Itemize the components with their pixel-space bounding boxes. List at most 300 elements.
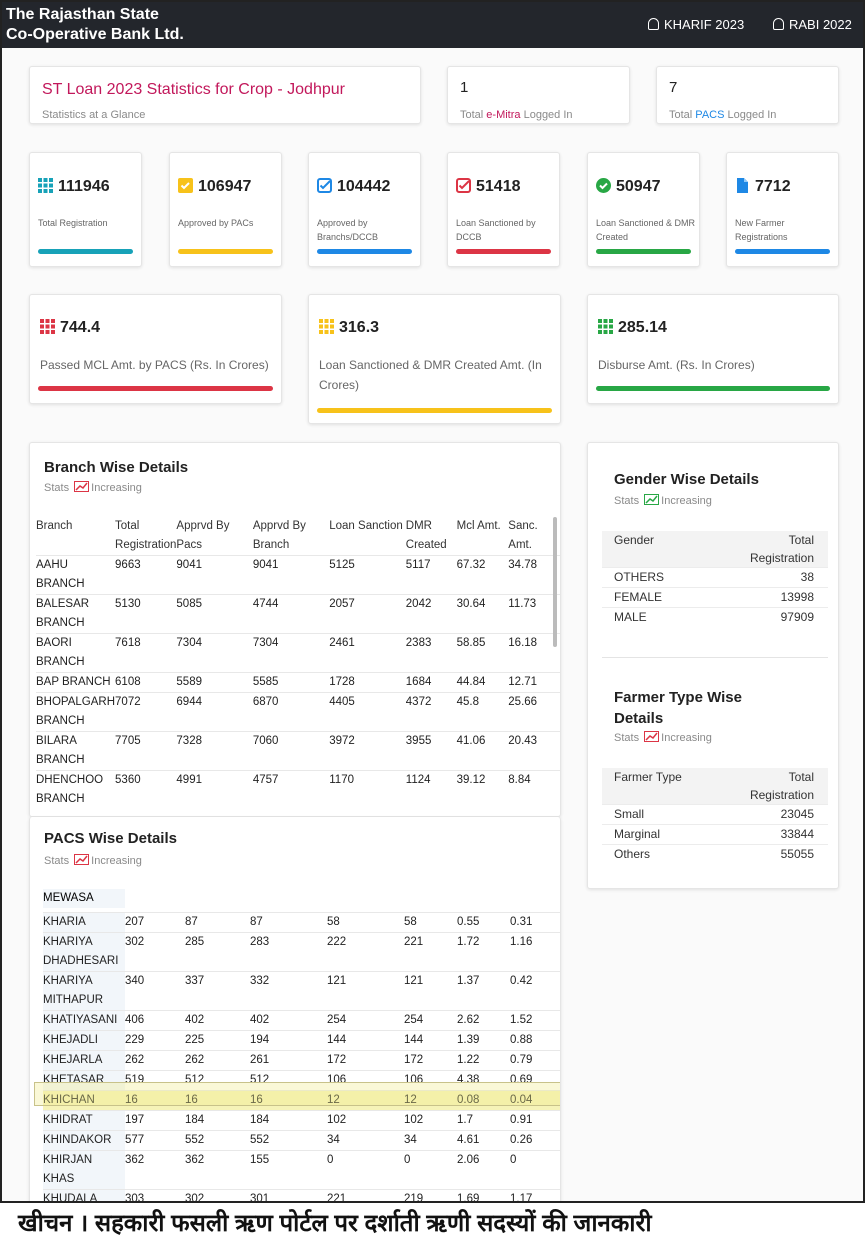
amount-label: Passed MCL Amt. by PACS (Rs. In Crores) — [40, 358, 269, 372]
table-cell: 7705 — [115, 732, 176, 771]
table-cell: 106 — [404, 1071, 457, 1091]
table-cell: 229 — [125, 1031, 185, 1051]
table-cell: 402 — [185, 1011, 250, 1031]
table-cell: 0 — [404, 1151, 457, 1190]
table-row — [602, 608, 828, 628]
stat-value: 111946 — [58, 178, 110, 195]
gender-type-cell: OTHERS — [602, 568, 722, 588]
table-cell: 3972 — [329, 732, 406, 771]
brand-line-2: Co-Operative Bank Ltd. — [6, 26, 184, 43]
stat-color-bar — [735, 249, 830, 254]
table-cell: 172 — [404, 1051, 457, 1071]
table-cell: 4744 — [253, 595, 329, 634]
table-row — [602, 845, 828, 865]
table-cell: 194 — [250, 1031, 327, 1051]
table-cell: 2057 — [329, 595, 406, 634]
table-cell: 1.72 — [457, 933, 510, 972]
table-cell: 4405 — [329, 693, 406, 732]
table-cell: 552 — [250, 1131, 327, 1151]
pacs-name-cell: KHARIA — [43, 913, 125, 933]
table-cell: 2461 — [329, 634, 406, 673]
stat-color-bar — [596, 249, 691, 254]
emitra-login-card — [447, 66, 630, 124]
table-row[interactable] — [36, 634, 560, 673]
stat-label: Approved by PACs — [178, 218, 254, 228]
bell-icon — [773, 18, 784, 30]
stat-label: New Farmer Registrations — [735, 218, 788, 242]
table-cell: 1.17 — [510, 1190, 560, 1204]
page-subtitle: Statistics at a Glance — [42, 109, 146, 121]
farmer-total-header: Total Registration — [722, 768, 828, 805]
table-cell: 5130 — [115, 595, 176, 634]
branch-table — [36, 517, 560, 809]
table-cell: 0.91 — [510, 1111, 560, 1131]
table-row[interactable] — [36, 556, 560, 595]
table-cell: 552 — [185, 1131, 250, 1151]
table-cell: 1.69 — [457, 1190, 510, 1204]
table-cell: 301 — [250, 1190, 327, 1204]
farmer-type-cell: Marginal — [602, 825, 722, 845]
table-cell: 3955 — [406, 732, 457, 771]
pacs-name-cell: KHETASAR — [43, 1071, 125, 1091]
table-cell: 1124 — [406, 771, 457, 810]
table-cell: 8.84 — [508, 771, 560, 810]
table-cell: 87 — [185, 913, 250, 933]
grid-icon — [38, 178, 53, 193]
stat-color-bar — [38, 249, 133, 254]
table-row[interactable] — [43, 933, 560, 972]
table-cell: 302 — [125, 933, 185, 972]
table-cell: 2042 — [406, 595, 457, 634]
pacs-name-cell: KHIRJAN KHAS — [43, 1151, 125, 1190]
table-cell: 302 — [185, 1190, 250, 1204]
branch-col-header — [36, 517, 115, 556]
table-cell: 16 — [125, 1091, 185, 1111]
branch-wise-card — [29, 442, 561, 817]
stat-card-sanctioned-dccb — [447, 152, 560, 267]
branch-stats-line: Stats Increasing — [44, 482, 142, 494]
table-cell: 102 — [327, 1111, 404, 1131]
table-cell: 12 — [404, 1091, 457, 1111]
header-line: Branch — [252, 539, 290, 551]
table-cell: 225 — [185, 1031, 250, 1051]
table-row[interactable] — [43, 972, 560, 1011]
pacs-partial-row: MEWASA — [43, 889, 125, 908]
table-cell: 0.31 — [510, 913, 560, 933]
check-square-outline-icon — [317, 178, 332, 193]
pacs-name-cell: KHIDRAT — [43, 1111, 125, 1131]
table-cell: 285 — [185, 933, 250, 972]
table-cell: 262 — [125, 1051, 185, 1071]
branch-col-header — [406, 517, 457, 556]
header-line: Registration — [115, 539, 177, 551]
table-cell: 254 — [327, 1011, 404, 1031]
table-cell: 5585 — [253, 673, 329, 693]
farmer-col-header: Farmer Type — [602, 768, 722, 805]
branch-col-header — [329, 517, 406, 556]
stat-card-total-registration — [29, 152, 142, 267]
table-cell: 144 — [404, 1031, 457, 1051]
branch-name-cell: BAORI BRANCH — [36, 634, 115, 673]
table-cell: 4757 — [253, 771, 329, 810]
table-cell: 67.32 — [457, 556, 509, 595]
table-cell: 58 — [327, 913, 404, 933]
table-cell: 1.37 — [457, 972, 510, 1011]
table-cell: 6108 — [115, 673, 176, 693]
gender-total-cell: 13998 — [722, 588, 828, 608]
table-cell: 172 — [327, 1051, 404, 1071]
table-cell: 0.88 — [510, 1031, 560, 1051]
pacs-wise-card — [29, 817, 561, 1203]
table-cell: 45.8 — [457, 693, 509, 732]
stat-card-new-farmer — [726, 152, 839, 267]
table-cell: 4372 — [406, 693, 457, 732]
gender-type-cell: FEMALE — [602, 588, 722, 608]
table-cell: 254 — [404, 1011, 457, 1031]
table-cell: 30.64 — [457, 595, 509, 634]
pacs-name-cell: KHINDAKOR — [43, 1131, 125, 1151]
table-cell: 16.18 — [508, 634, 560, 673]
table-cell: 519 — [125, 1071, 185, 1091]
top-navbar — [2, 2, 863, 48]
table-cell: 221 — [327, 1190, 404, 1204]
table-cell: 0 — [327, 1151, 404, 1190]
table-cell: 7618 — [115, 634, 176, 673]
table-cell: 39.12 — [457, 771, 509, 810]
branch-name-cell: BALESAR BRANCH — [36, 595, 115, 634]
gender-table — [602, 531, 828, 627]
header-line: DMR — [405, 520, 432, 532]
title-card — [29, 66, 421, 124]
header-line: Amt. — [508, 539, 532, 551]
table-cell: 219 — [404, 1190, 457, 1204]
table-cell: 0.42 — [510, 972, 560, 1011]
table-cell: 16 — [185, 1091, 250, 1111]
branch-table-header — [36, 517, 560, 556]
amount-color-bar — [596, 386, 830, 391]
table-cell: 4.61 — [457, 1131, 510, 1151]
stat-color-bar — [317, 249, 412, 254]
amount-value: 285.14 — [618, 319, 667, 336]
amount-color-bar — [317, 408, 552, 413]
farmer-stats-line: Stats Increasing — [614, 732, 712, 744]
gender-section-title: Gender Wise Details — [614, 471, 759, 488]
table-cell: 303 — [125, 1190, 185, 1204]
check-circle-icon — [596, 178, 611, 193]
branch-col-header — [253, 517, 329, 556]
table-row — [602, 805, 828, 825]
table-cell: 11.73 — [508, 595, 560, 634]
table-cell: 58 — [404, 913, 457, 933]
table-cell: 337 — [185, 972, 250, 1011]
stat-card-approved-branch — [308, 152, 421, 267]
hindi-caption: खीचन । सहकारी फसली ऋण पोर्टल पर दर्शाती ऋणी सदस्यों की जानकारी — [18, 1210, 652, 1237]
table-cell: 221 — [404, 933, 457, 972]
table-cell: 5117 — [406, 556, 457, 595]
table-cell: 0.55 — [457, 913, 510, 933]
table-cell: 20.43 — [508, 732, 560, 771]
table-cell: 4991 — [176, 771, 252, 810]
table-cell: 2383 — [406, 634, 457, 673]
table-row[interactable] — [43, 1190, 560, 1204]
table-cell: 7304 — [253, 634, 329, 673]
table-row[interactable] — [36, 771, 560, 810]
table-cell: 9041 — [253, 556, 329, 595]
pacs-name-cell: KHICHAN — [43, 1091, 125, 1111]
branch-name-cell: AAHU BRANCH — [36, 556, 115, 595]
table-cell: 0 — [510, 1151, 560, 1190]
table-cell: 2.62 — [457, 1011, 510, 1031]
bell-icon — [648, 18, 659, 30]
table-row — [602, 588, 828, 608]
table-cell: 6870 — [253, 693, 329, 732]
table-cell: 34 — [404, 1131, 457, 1151]
stat-value: 104442 — [337, 178, 391, 195]
table-cell: 222 — [327, 933, 404, 972]
nav-kharif-label: KHARIF 2023 — [664, 17, 745, 32]
table-cell: 197 — [125, 1111, 185, 1131]
table-cell: 7060 — [253, 732, 329, 771]
amount-card-mcl — [29, 294, 282, 404]
table-cell: 1.39 — [457, 1031, 510, 1051]
check-square-red-icon — [456, 178, 471, 193]
table-row[interactable] — [36, 673, 560, 693]
table-row[interactable] — [43, 1131, 560, 1151]
branch-name-cell: BILARA BRANCH — [36, 732, 115, 771]
table-cell: 87 — [250, 913, 327, 933]
amount-value: 316.3 — [339, 319, 380, 336]
table-cell: 207 — [125, 913, 185, 933]
table-row[interactable] — [43, 1051, 560, 1071]
table-row[interactable] — [43, 1111, 560, 1131]
table-cell: 5589 — [176, 673, 252, 693]
nav-rabi-2022[interactable] — [773, 17, 852, 32]
grid-icon — [40, 319, 55, 334]
table-cell: 44.84 — [457, 673, 509, 693]
brand-line-1: The Rajasthan State — [6, 6, 159, 23]
emitra-count: 1 — [460, 79, 469, 96]
farmer-total-cell: 23045 — [722, 805, 828, 825]
table-row[interactable] — [36, 693, 560, 732]
table-row[interactable] — [43, 913, 560, 933]
table-cell: 7328 — [176, 732, 252, 771]
table-cell: 5125 — [329, 556, 406, 595]
pacs-name-cell: KHEJARLA — [43, 1051, 125, 1071]
highlight-box — [34, 1082, 561, 1106]
table-cell: 16 — [250, 1091, 327, 1111]
gender-total-header: Total Registration — [722, 531, 828, 568]
stat-card-sanctioned-dmr — [587, 152, 700, 267]
table-cell: 1.7 — [457, 1111, 510, 1131]
table-row[interactable] — [36, 595, 560, 634]
table-cell: 9041 — [176, 556, 252, 595]
table-cell: 262 — [185, 1051, 250, 1071]
table-cell: 121 — [404, 972, 457, 1011]
farmer-type-cell: Small — [602, 805, 722, 825]
farmer-section-title: Farmer Type Wise Details — [614, 689, 742, 727]
gender-total-cell: 97909 — [722, 608, 828, 628]
pacs-name-cell: KHEJADLI — [43, 1031, 125, 1051]
stat-value: 50947 — [616, 178, 661, 195]
table-cell: 184 — [185, 1111, 250, 1131]
table-cell: 7072 — [115, 693, 176, 732]
table-cell: 2.06 — [457, 1151, 510, 1190]
branch-name-cell: BAP BRANCH — [36, 673, 115, 693]
header-line: Branch — [36, 520, 73, 532]
header-line: Mcl Amt. — [456, 520, 501, 532]
trending-up-icon — [74, 854, 89, 865]
table-cell: 5360 — [115, 771, 176, 810]
branch-col-header — [115, 517, 176, 556]
header-line: Created — [405, 539, 447, 551]
nav-rabi-label: RABI 2022 — [789, 17, 852, 32]
table-cell: 402 — [250, 1011, 327, 1031]
table-cell: 9663 — [115, 556, 176, 595]
pacs-login-label: Total PACS Logged In — [669, 109, 777, 121]
stat-label: Loan Sanctioned by DCCB — [456, 218, 536, 242]
stat-value: 51418 — [476, 178, 521, 195]
table-cell: 1.22 — [457, 1051, 510, 1071]
farmer-total-cell: 33844 — [722, 825, 828, 845]
gender-stats-line: Stats Increasing — [614, 495, 712, 507]
branch-name-cell: DHENCHOO BRANCH — [36, 771, 115, 810]
page-title: ST Loan 2023 Statistics for Crop - Jodhpur — [42, 81, 345, 98]
table-cell: 1684 — [406, 673, 457, 693]
pacs-login-count: 7 — [669, 79, 678, 96]
table-cell: 0.69 — [510, 1071, 560, 1091]
stat-value: 106947 — [198, 178, 252, 195]
stat-label: Approved by Branchs/DCCB — [317, 218, 379, 242]
trending-up-icon — [74, 481, 89, 492]
table-cell: 332 — [250, 972, 327, 1011]
table-cell: 1.16 — [510, 933, 560, 972]
header-line: Sanc. — [508, 520, 538, 532]
table-row[interactable] — [43, 1151, 560, 1190]
stat-label: Total Registration — [38, 218, 108, 228]
table-cell: 283 — [250, 933, 327, 972]
table-cell: 0.08 — [457, 1091, 510, 1111]
pacs-login-card — [656, 66, 839, 124]
pacs-stats-line: Stats Increasing — [44, 855, 142, 867]
stat-color-bar — [178, 249, 273, 254]
section-divider — [602, 657, 828, 658]
table-cell: 102 — [404, 1111, 457, 1131]
amount-value: 744.4 — [60, 319, 101, 336]
table-cell: 406 — [125, 1011, 185, 1031]
check-square-icon — [178, 178, 193, 193]
table-cell: 41.06 — [457, 732, 509, 771]
pacs-table — [43, 912, 560, 1203]
trending-up-icon — [644, 731, 659, 742]
table-cell: 34.78 — [508, 556, 560, 595]
amount-label: Disburse Amt. (Rs. In Crores) — [598, 358, 755, 372]
stat-label: Loan Sanctioned & DMR Created — [596, 218, 696, 242]
table-cell: 106 — [327, 1071, 404, 1091]
table-cell: 362 — [125, 1151, 185, 1190]
amount-label: Loan Sanctioned & DMR Created Amt. (In Crores) — [319, 358, 542, 392]
table-cell: 362 — [185, 1151, 250, 1190]
header-line: Apprvd By — [176, 520, 230, 532]
table-row[interactable] — [36, 732, 560, 771]
table-row — [602, 825, 828, 845]
pacs-name-cell: KHARIYA DHADHESARI — [43, 933, 125, 972]
emitra-label: Total e-Mitra Logged In — [460, 109, 573, 121]
table-cell: 121 — [327, 972, 404, 1011]
table-cell: 0.26 — [510, 1131, 560, 1151]
nav-kharif-2023[interactable] — [648, 17, 744, 32]
pacs-name-cell: KHARIYA MITHAPUR — [43, 972, 125, 1011]
header-line: Apprvd By — [252, 520, 306, 532]
file-icon — [735, 178, 750, 193]
table-cell: 261 — [250, 1051, 327, 1071]
pacs-name-cell: KHATIYASANI — [43, 1011, 125, 1031]
amount-color-bar — [38, 386, 273, 391]
table-cell: 1.52 — [510, 1011, 560, 1031]
trending-up-icon — [644, 494, 659, 505]
branch-col-header — [176, 517, 252, 556]
amount-card-dmr — [308, 294, 561, 424]
table-cell: 340 — [125, 972, 185, 1011]
side-details-card — [587, 442, 839, 889]
farmer-type-cell: Others — [602, 845, 722, 865]
gender-type-cell: MALE — [602, 608, 722, 628]
table-cell: 184 — [250, 1111, 327, 1131]
gender-col-header: Gender — [602, 531, 722, 568]
table-cell: 577 — [125, 1131, 185, 1151]
branch-table-scrollbar[interactable] — [553, 517, 557, 647]
table-cell: 5085 — [176, 595, 252, 634]
table-cell: 155 — [250, 1151, 327, 1190]
table-cell: 4.38 — [457, 1071, 510, 1091]
branch-col-header — [457, 517, 509, 556]
table-cell: 512 — [185, 1071, 250, 1091]
table-cell: 12 — [327, 1091, 404, 1111]
table-cell: 1170 — [329, 771, 406, 810]
farmer-table — [602, 768, 828, 864]
table-row[interactable] — [43, 1011, 560, 1031]
table-cell: 6944 — [176, 693, 252, 732]
stat-value: 7712 — [755, 178, 791, 195]
header-line: Total — [115, 520, 140, 532]
table-cell: 25.66 — [508, 693, 560, 732]
table-row — [602, 568, 828, 588]
grid-icon — [598, 319, 613, 334]
table-cell: 7304 — [176, 634, 252, 673]
table-cell: 34 — [327, 1131, 404, 1151]
brand-logo-text[interactable] — [6, 5, 184, 45]
branch-section-title: Branch Wise Details — [44, 459, 189, 476]
amount-card-disburse — [587, 294, 839, 404]
stat-card-approved-pacs — [169, 152, 282, 267]
grid-icon — [319, 319, 334, 334]
header-line: Pacs — [176, 539, 202, 551]
table-cell: 58.85 — [457, 634, 509, 673]
table-cell: 144 — [327, 1031, 404, 1051]
stat-color-bar — [456, 249, 551, 254]
pacs-section-title: PACS Wise Details — [44, 830, 177, 847]
farmer-total-cell: 55055 — [722, 845, 828, 865]
branch-name-cell: BHOPALGARH BRANCH — [36, 693, 115, 732]
gender-total-cell: 38 — [722, 568, 828, 588]
table-cell: 0.79 — [510, 1051, 560, 1071]
pacs-name-cell: KHUDALA — [43, 1190, 125, 1204]
header-line: Loan Sanction — [329, 520, 403, 532]
table-cell: 12.71 — [508, 673, 560, 693]
table-cell: 512 — [250, 1071, 327, 1091]
table-cell: 1728 — [329, 673, 406, 693]
table-cell: 0.04 — [510, 1091, 560, 1111]
table-row[interactable] — [43, 1031, 560, 1051]
